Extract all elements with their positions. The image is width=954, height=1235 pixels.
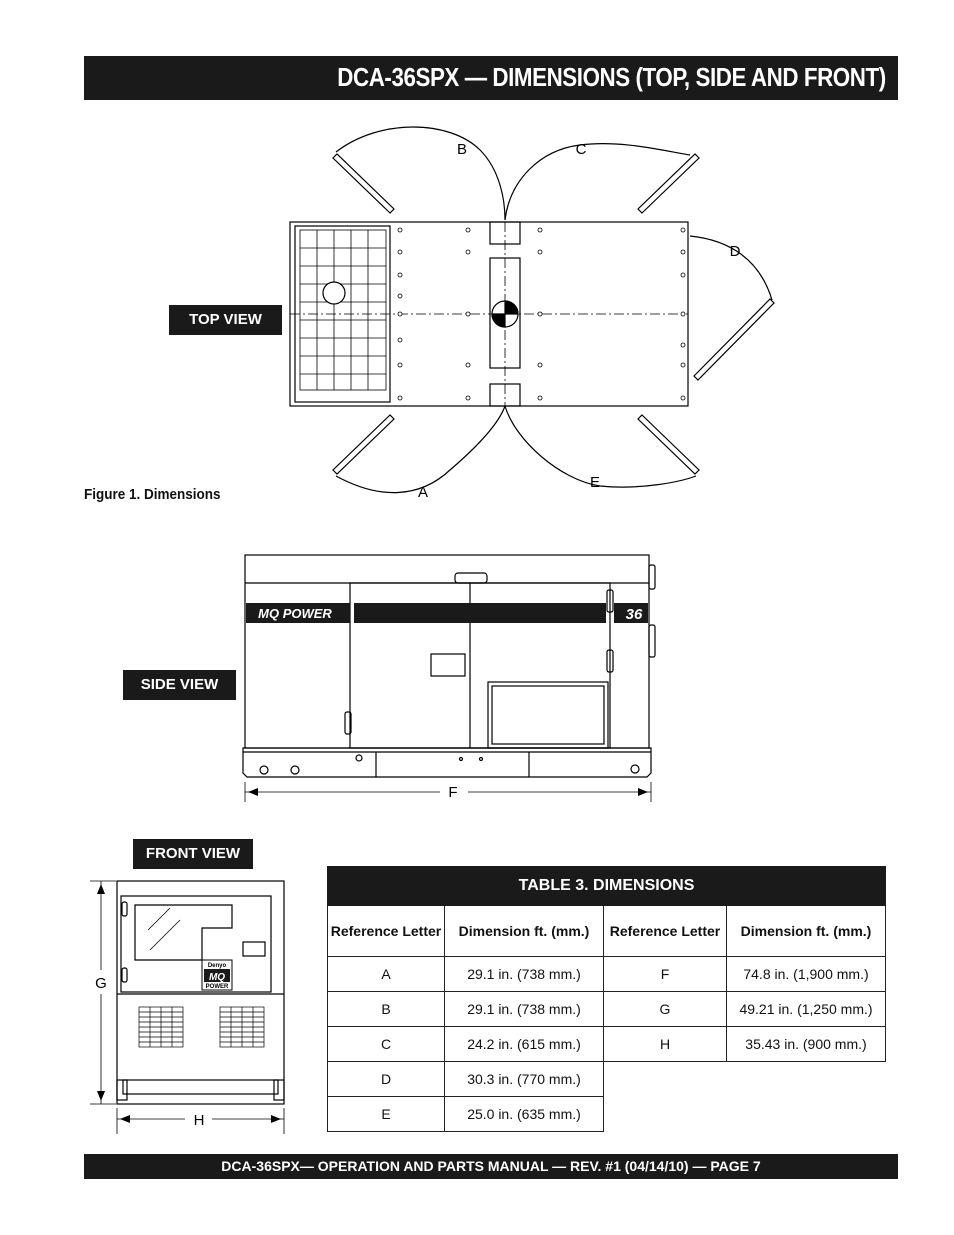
letter-b: B: [456, 141, 468, 158]
letter-e: E: [589, 474, 601, 491]
row-dimension: 24.2 in. (615 mm.): [445, 1027, 604, 1062]
table-row: [328, 992, 886, 1027]
front-view-label: FRONT VIEW: [133, 839, 253, 869]
header-ref-letter-right: Reference Letter: [604, 906, 727, 957]
figure-caption: Figure 1. Dimensions: [84, 486, 221, 503]
row-dimension: 30.3 in. (770 mm.): [445, 1062, 604, 1097]
table-row: [328, 1097, 886, 1132]
table-row: [328, 1062, 886, 1097]
row-letter: F: [604, 957, 727, 992]
row-letter: E: [328, 1097, 445, 1132]
header-dimension-right: Dimension ft. (mm.): [727, 906, 886, 957]
row-dimension: 74.8 in. (1,900 mm.): [727, 957, 886, 992]
header-dimension-left: Dimension ft. (mm.): [445, 906, 604, 957]
logo-bottom-text: POWER: [205, 984, 229, 990]
top-view-drawing: [280, 120, 800, 500]
table-row: [328, 1027, 886, 1062]
dimensions-table: [327, 866, 886, 1132]
logo-mid-text: MQ: [208, 972, 226, 983]
row-letter: H: [604, 1027, 727, 1062]
letter-a: A: [417, 484, 429, 500]
table-caption: TABLE 3. DIMENSIONS: [328, 867, 886, 906]
table-row: [328, 957, 886, 992]
row-dimension: 25.0 in. (635 mm.): [445, 1097, 604, 1132]
front-view-drawing: [85, 872, 300, 1140]
row-letter: C: [328, 1027, 445, 1062]
letter-d: D: [729, 243, 741, 260]
row-letter: A: [328, 957, 445, 992]
logo-top-text: Denyo: [207, 963, 227, 969]
row-letter: B: [328, 992, 445, 1027]
row-dimension: 49.21 in. (1,250 mm.): [727, 992, 886, 1027]
page-footer: DCA-36SPX— OPERATION AND PARTS MANUAL — REV. #1 (04/14/10) — PAGE 7: [84, 1154, 898, 1179]
page-title: DCA-36SPX — DIMENSIONS (TOP, SIDE AND FRONT): [337, 62, 886, 92]
letter-h: H: [193, 1112, 205, 1129]
top-view-label: TOP VIEW: [169, 305, 282, 335]
side-view-label: SIDE VIEW: [123, 670, 236, 700]
letter-f: F: [448, 784, 458, 801]
model-badge: 36: [625, 606, 643, 623]
row-dimension: 35.43 in. (900 mm.): [727, 1027, 886, 1062]
page-title-bar: [84, 56, 898, 100]
brand-mark: MQ POWER: [258, 606, 332, 621]
row-letter: D: [328, 1062, 445, 1097]
letter-c: C: [575, 141, 587, 158]
row-dimension: 29.1 in. (738 mm.): [445, 992, 604, 1027]
header-ref-letter-left: Reference Letter: [328, 906, 445, 957]
row-dimension: 29.1 in. (738 mm.): [445, 957, 604, 992]
letter-g: G: [95, 975, 107, 992]
side-view-drawing: [236, 545, 662, 805]
row-letter: G: [604, 992, 727, 1027]
